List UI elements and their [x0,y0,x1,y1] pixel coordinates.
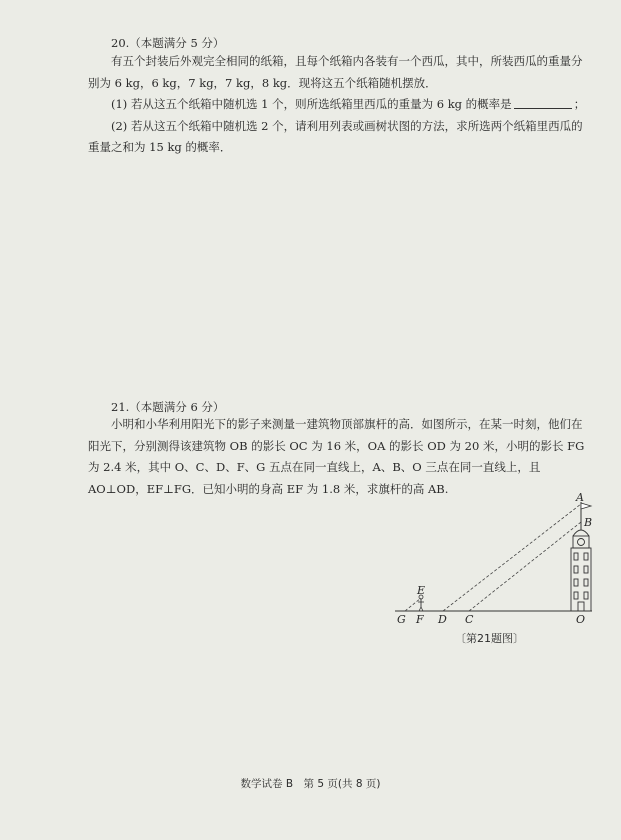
question-21-text: 小明和小华利用阳光下的影子来测量一建筑物顶部旗杆的高．如图所示，在某一时刻，他们在阳光下，分别测得该建筑物 OB 的影长 OC 为 16 米，OA 的影长 OD 为 20 米，小明的影长 FG 为 2.4 米，其中 O、C、D、F、G 五点在同一直线上，A、B、O 三点在同一直线上，且 AO⊥OD，EF⊥FG．已知小明的身高 EF 为 1.8 米，求旗杆的高 AB. [88,417,585,496]
label-g: G [397,613,406,626]
ray-a-d [443,504,581,611]
figure-caption: 〔第21题图〕 [455,632,524,645]
label-o: O [576,613,586,626]
page-footer: 数学试卷 B 第 5 页(共 8 页) [240,778,381,790]
label-c: C [465,613,474,626]
building [571,530,591,611]
question-20-part1-end: ； [573,97,586,111]
question-20-title: 20.（本题满分 5 分） [111,36,225,50]
ray-e-g [405,598,421,611]
question-20-intro: 有五个封装后外观完全相同的纸箱，且每个纸箱内各装有一个西瓜，其中，所装西瓜的重量分别为 6 kg，6 kg，7 kg，7 kg，8 kg．现将这五个纸箱随机摆放． [88,54,583,90]
question-21-body [88,414,593,500]
question-21-title: 21.（本题满分 6 分） [111,400,225,414]
shadow-diagram [385,490,600,650]
question-20-body [88,51,593,159]
ray-b-c [469,522,581,611]
label-f: F [416,613,424,626]
person-figure [418,595,424,611]
question-20-part1 [88,94,593,116]
label-b: B [584,516,593,529]
answer-blank[interactable] [514,96,572,109]
label-e: E [417,584,426,597]
question-20-part2: (2) 若从这五个纸箱中随机选 2 个，请利用列表或画树状图的方法，求所选两个纸箱里西瓜的重量之和为 15 kg 的概率． [88,118,583,154]
label-a: A [576,491,584,504]
label-d: D [438,613,447,626]
question-20-part1-text: (1) 若从这五个纸箱中随机选 1 个，则所选纸箱里西瓜的重量为 6 kg 的概率是 [111,97,512,111]
